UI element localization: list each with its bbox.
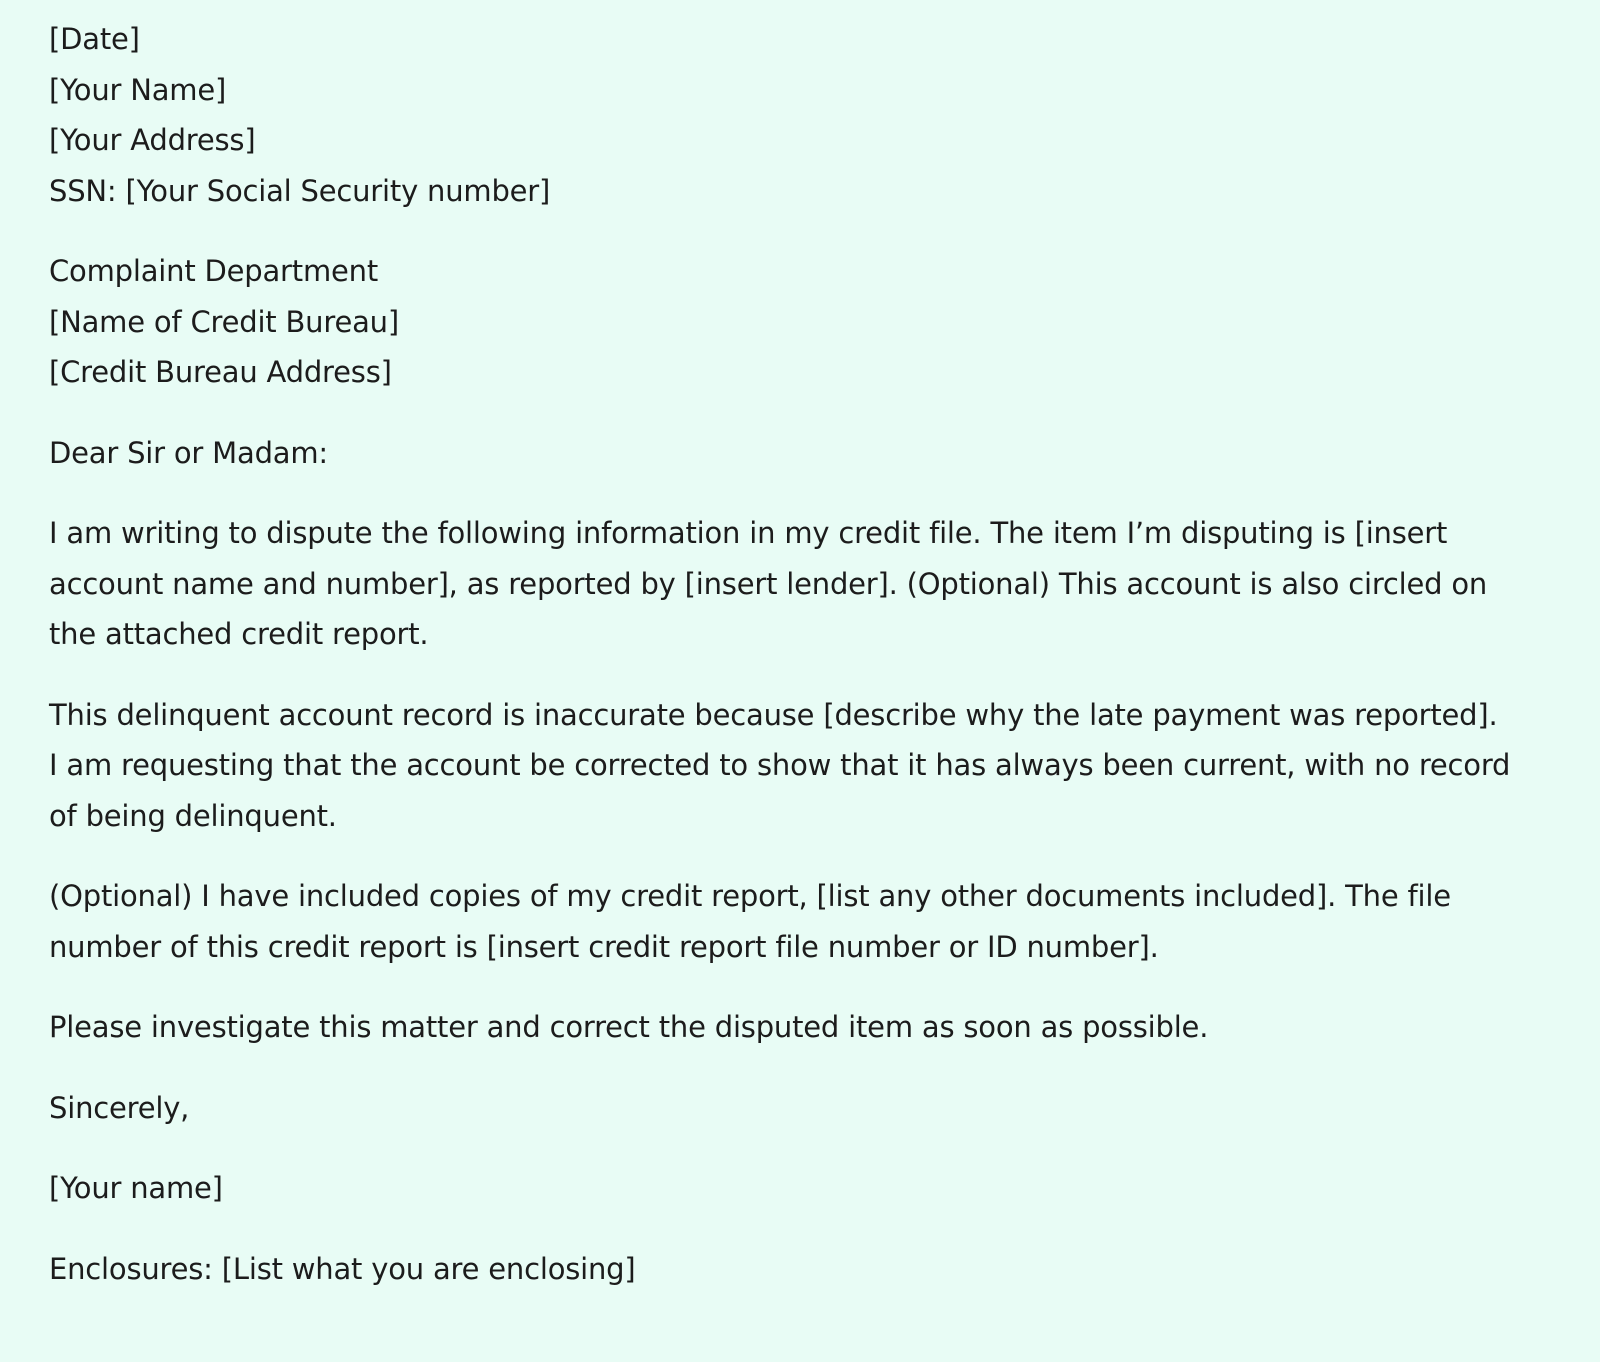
paragraph-line: I am requesting that the account be corrected to show that it has always been current, with no record	[49, 748, 1511, 782]
signature-text: [Your name]	[49, 1171, 223, 1205]
body-paragraph-4	[49, 1002, 1569, 1053]
recipient-department: Complaint Department	[49, 254, 378, 288]
sender-date: [Date]	[49, 22, 140, 56]
sender-block	[49, 14, 1569, 216]
recipient-bureau-name: [Name of Credit Bureau]	[49, 304, 399, 339]
signature	[49, 1163, 1569, 1214]
closing	[49, 1083, 1569, 1134]
recipient-bureau-address: [Credit Bureau Address]	[49, 355, 392, 389]
enclosures-text: Enclosures: [List what you are enclosing]	[49, 1251, 636, 1286]
body-paragraph-3	[49, 871, 1569, 972]
recipient-block	[49, 246, 1569, 398]
body-paragraph-1	[49, 508, 1569, 660]
paragraph-line: the attached credit report.	[49, 617, 429, 651]
paragraph-line: I am writing to dispute the following information in my credit file. The item I’m disputing is [insert	[49, 516, 1448, 550]
paragraph-line: Please investigate this matter and correct the disputed item as soon as possible.	[49, 1010, 1209, 1044]
letter	[49, 14, 1569, 1324]
salutation	[49, 428, 1569, 479]
closing-text: Sincerely,	[49, 1090, 190, 1125]
enclosures	[49, 1244, 1569, 1295]
sender-ssn: SSN: [Your Social Security number]	[49, 173, 551, 208]
sender-name: [Your Name]	[49, 72, 227, 107]
paragraph-line: (Optional) I have included copies of my credit report, [list any other documents included]. The file	[49, 879, 1451, 913]
paragraph-line: account name and number], as reported by [insert lender]. (Optional) This account is also circled on	[49, 566, 1488, 601]
salutation-text: Dear Sir or Madam:	[49, 435, 328, 470]
paragraph-line: number of this credit report is [insert credit report file number or ID number].	[49, 929, 1159, 964]
paragraph-line: of being delinquent.	[49, 798, 337, 833]
sender-address: [Your Address]	[49, 123, 256, 157]
body-paragraph-2	[49, 690, 1569, 842]
paragraph-line: This delinquent account record is inaccurate because [describe why the late payment was reported].	[49, 697, 1498, 732]
